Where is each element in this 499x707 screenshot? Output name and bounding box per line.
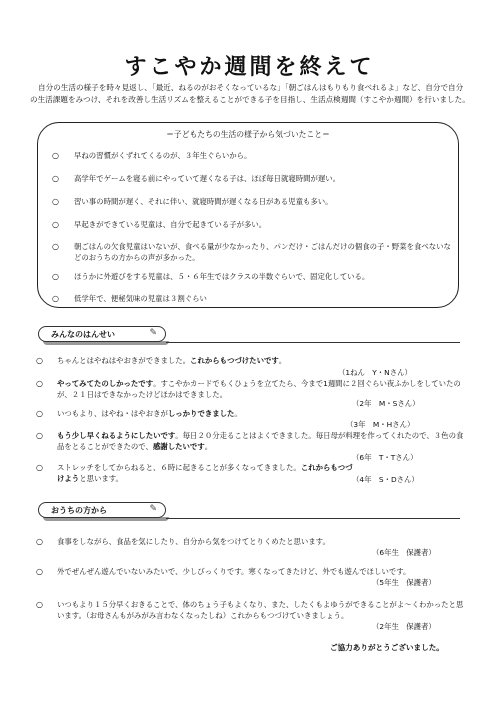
observation-item: ○ 早ねの習慣がくずれてくるのが、３年生ぐらいから。 xyxy=(52,151,252,160)
circle-bullet: ○ xyxy=(52,272,59,281)
signature: （2年 M・Sさん） xyxy=(352,399,420,408)
observation-item: ○ 早起きができている児童は、自分で起きている子が多い。 xyxy=(52,220,267,229)
circle-bullet: ○ xyxy=(36,409,43,418)
circle-bullet: ○ xyxy=(36,567,43,576)
section-divider xyxy=(166,518,460,519)
pencil-icon: ✎ xyxy=(149,328,157,338)
reflection-entry: ○ もう少し早くねるようにしたいです。毎日２０分走ることはよくできました。毎日母が料理を作ってくれたので、３色の食品をとることができたので、感謝したいです。 xyxy=(36,431,464,451)
signature: （6年生 保護者） xyxy=(372,548,436,557)
circle-bullet: ○ xyxy=(52,151,59,160)
section-label: おうちの方から xyxy=(51,506,107,515)
family-entry: ○ 外でぜんぜん遊んでいないみたいで、少しびっくりです。寒くなってきたけど、外でも遊んでほしいです。 xyxy=(36,567,411,576)
signature: （5年生 保護者） xyxy=(372,578,436,587)
section-label: みんなのはんせい xyxy=(51,330,115,339)
circle-bullet: ○ xyxy=(36,600,43,609)
pencil-icon: ✎ xyxy=(149,504,157,514)
closing-message: ご協力ありがとうございました。 xyxy=(330,643,444,652)
circle-bullet: ○ xyxy=(36,463,43,472)
circle-bullet: ○ xyxy=(36,537,43,546)
reflection-entry: ○ ストレッチをしてからねると、６時に起きることが多くなってきました。これからもつづけようと思います。 xyxy=(36,463,353,483)
circle-bullet: ○ xyxy=(36,356,43,365)
family-entry: ○ 食事をしながら、食品を気にしたり、自分から気をつけてとりくめたと思います。 xyxy=(36,537,330,546)
observation-item: ○ 習い事の時間が遅く、それに伴い、就寝時間が遅くなる日がある児童も多い。 xyxy=(52,197,333,206)
observations-box xyxy=(37,122,459,308)
family-entry: ○ いつもより１５分早くおきることで、体のちょう子もよくなり、また、したくもよゆうができることがよ～くわかったと思います。（お母さんもがみがみ言わなくなったしね）これからもつづけていきましょう。 xyxy=(36,600,464,620)
circle-bullet: ○ xyxy=(36,431,43,440)
signature: （4年 S・Dさん） xyxy=(352,475,419,484)
signature: （1ねん Y・Nさん） xyxy=(338,368,412,377)
signature: （3年 M・Hさん） xyxy=(346,420,415,429)
reflection-entry: ○ いつもより、はやね・はやおきがしっかりできました。 xyxy=(36,409,242,418)
circle-bullet: ○ xyxy=(52,294,59,303)
observation-item: ○ 朝ごはんの欠食児童はいないが、食べる量が少なかったり、パンだけ・ごはんだけの個食の子・野菜を食べないなどのおうちの方からの声が多かった。 xyxy=(52,242,451,262)
page-title: すこやか週間を終えて xyxy=(124,55,375,80)
signature: （2年生 保護者） xyxy=(372,622,436,631)
signature: （6年 T・Tさん） xyxy=(352,453,418,462)
circle-bullet: ○ xyxy=(52,242,59,251)
observation-item: ○ ほうかに外遊びをする児童は、５・６年生ではクラスの半数ぐらいで、固定化している。 xyxy=(52,272,370,281)
circle-bullet: ○ xyxy=(52,220,59,229)
intro-paragraph: 自分の生活の様子を時々見返し、「最近、ねるのがおそくなっているな」「朝ごはんはもりもり食べれるよ」など、自分で自分の生活課題をみつけ、それを改善し生活リズムを整えることができる子を目指し、生活点検週間（すこやか週間）を行いました。 xyxy=(30,83,470,104)
circle-bullet: ○ xyxy=(52,174,59,183)
section-divider xyxy=(166,342,460,343)
observation-item: ○ 低学年で、便秘気味の児童は３割ぐらい xyxy=(52,294,207,303)
reflection-entry: ○ やってみてたのしかったです。すこやかカードでもくひょうを立てたら、今まで1週間に２回ぐらい夜ふかしをしていたのが、２１日はできなかったけどほかはできました。 xyxy=(36,379,461,399)
observation-item: ○ 高学年でゲームを寝る前にやっていて遅くなる子は、ほぼ毎日就寝時間が遅い。 xyxy=(52,174,341,183)
observations-heading: ＝子どもたちの生活の様子から気づいたこと＝ xyxy=(166,130,330,139)
section-tab-family xyxy=(38,502,166,518)
circle-bullet: ○ xyxy=(52,197,59,206)
circle-bullet: ○ xyxy=(36,379,43,388)
reflection-entry: ○ ちゃんとはやねはやおきができました。これからもつづけたいです。 xyxy=(36,356,287,365)
section-tab-reflections xyxy=(38,326,166,342)
